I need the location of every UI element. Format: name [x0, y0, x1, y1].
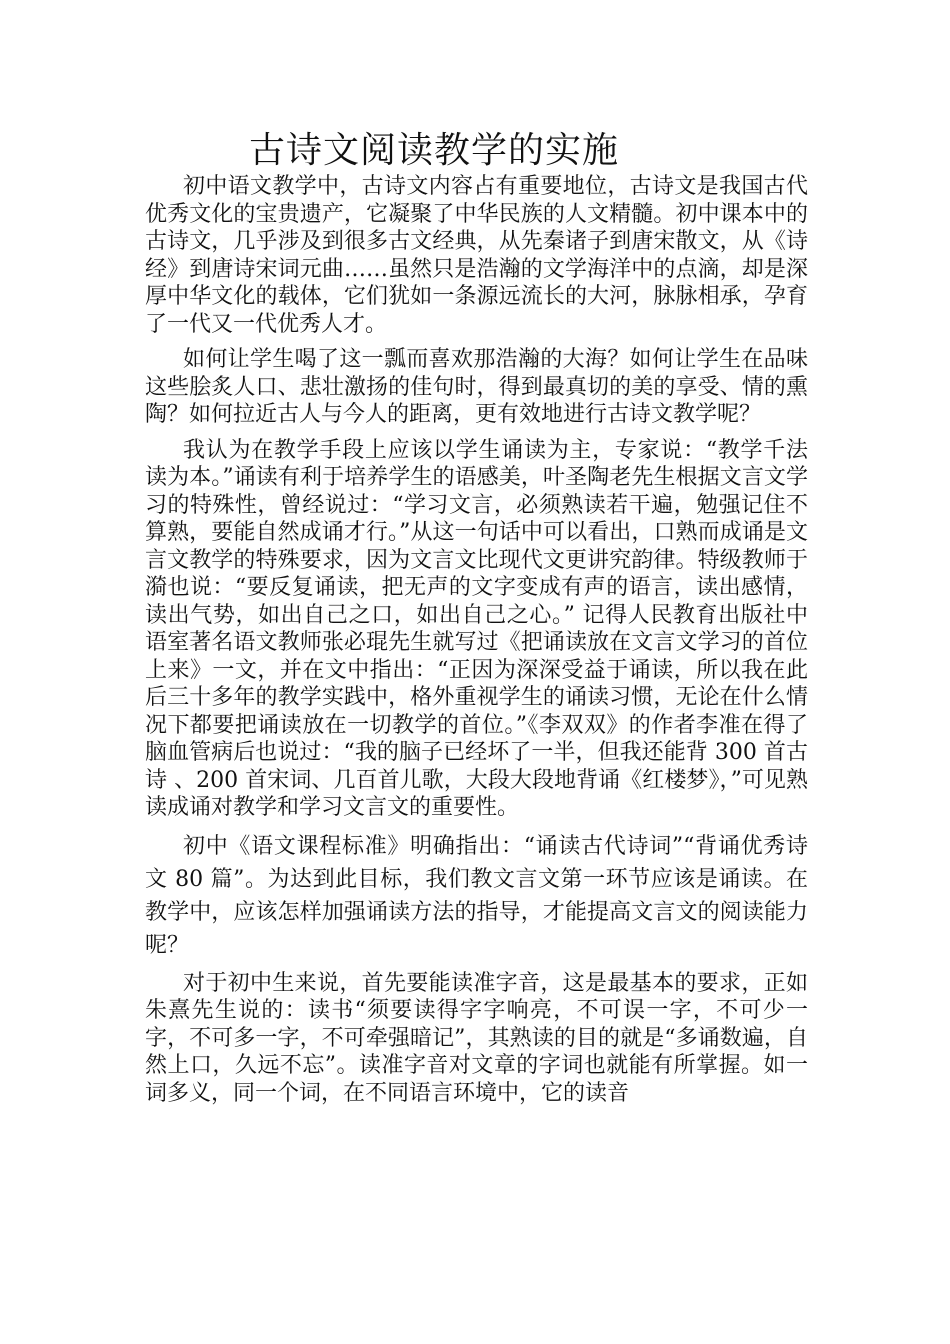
paragraph-recitation: 我认为在教学手段上应该以学生诵读为主，专家说：“教学千法读为本。”诵读有利于培养学生的语感美，叶圣陶老先生根据文言文学习的特殊性，曾经说过：“学习文言，必须熟读若干遍，勉强记住不算熟，要能自然成诵才行。”从这一句话中可以看出，口熟而成诵是文言文教学的特殊要求，因为文言文比现代文更讲究韵律。特级教师于漪也说：“要反复诵读，把无声的文字变成有声的语言，读出感情，读出气势，如出自己之口，如出自己之心。” 记得人民教育出版社中语室著名语文教师张必琨先生就写过《把诵读放在文言文学习的首位上来》一文，并在文中指出：“正因为深深受益于诵读，所以我在此后三十多年的教学实践中，格外重视学生的诵读习惯，无论在什么情况下都要把诵读放在一切教学的首位。”《李双双》的作者李准在得了脑血管病后也说过：“我的脑子已经坏了一半，但我还能背 300 首古诗 、200 首宋词、几百首儿歌，大段大段地背诵《红楼梦》，”可见熟读成诵对教学和学习文言文的重要性。 — [145, 437, 808, 820]
paragraph-pronunciation: 对于初中生来说，首先要能读准字音，这是最基本的要求，正如朱熹先生说的：读书“须要读得字字响亮，不可误一字，不可少一字，不可多一字，不可牵强暗记”，其熟读的目的就是“多诵数遍，自然上口，久远不忘”。读准字音对文章的字词也就能有所掌握。如一词多义，同一个词，在不同语言环境中，它的读音 — [145, 970, 808, 1106]
paragraph-intro: 初中语文教学中，古诗文内容占有重要地位，古诗文是我国古代优秀文化的宝贵遗产，它凝聚了中华民族的人文精髓。初中课本中的古诗文，几乎涉及到很多古文经典，从先秦诸子到唐宋散文，从《诗经》到唐诗宋词元曲……虽然只是浩瀚的文学海洋中的点滴，却是深厚中华文化的载体，它们犹如一条源远流长的大河，脉脉相承，孕育了一代又一代优秀人才。 — [145, 174, 808, 337]
document-title: 古诗文阅读教学的实施 — [248, 130, 619, 171]
document-body — [145, 173, 808, 1115]
paragraph-curriculum-standard: 初中《语文课程标准》明确指出：“诵读古代诗词”“背诵优秀诗文 80 篇”。为达到此目标，我们教文言文第一环节应该是诵读。在教学中，应该怎样加强诵读方法的指导，才能提高文言文的阅读能力呢？ — [145, 833, 808, 958]
paragraph-questions: 如何让学生喝了这一瓢而喜欢那浩瀚的大海？如何让学生在品味这些脍炙人口、悲壮激扬的佳句时，得到最真切的美的享受、情的熏陶？如何拉近古人与今人的距离，更有效地进行古诗文教学呢？ — [145, 347, 808, 427]
